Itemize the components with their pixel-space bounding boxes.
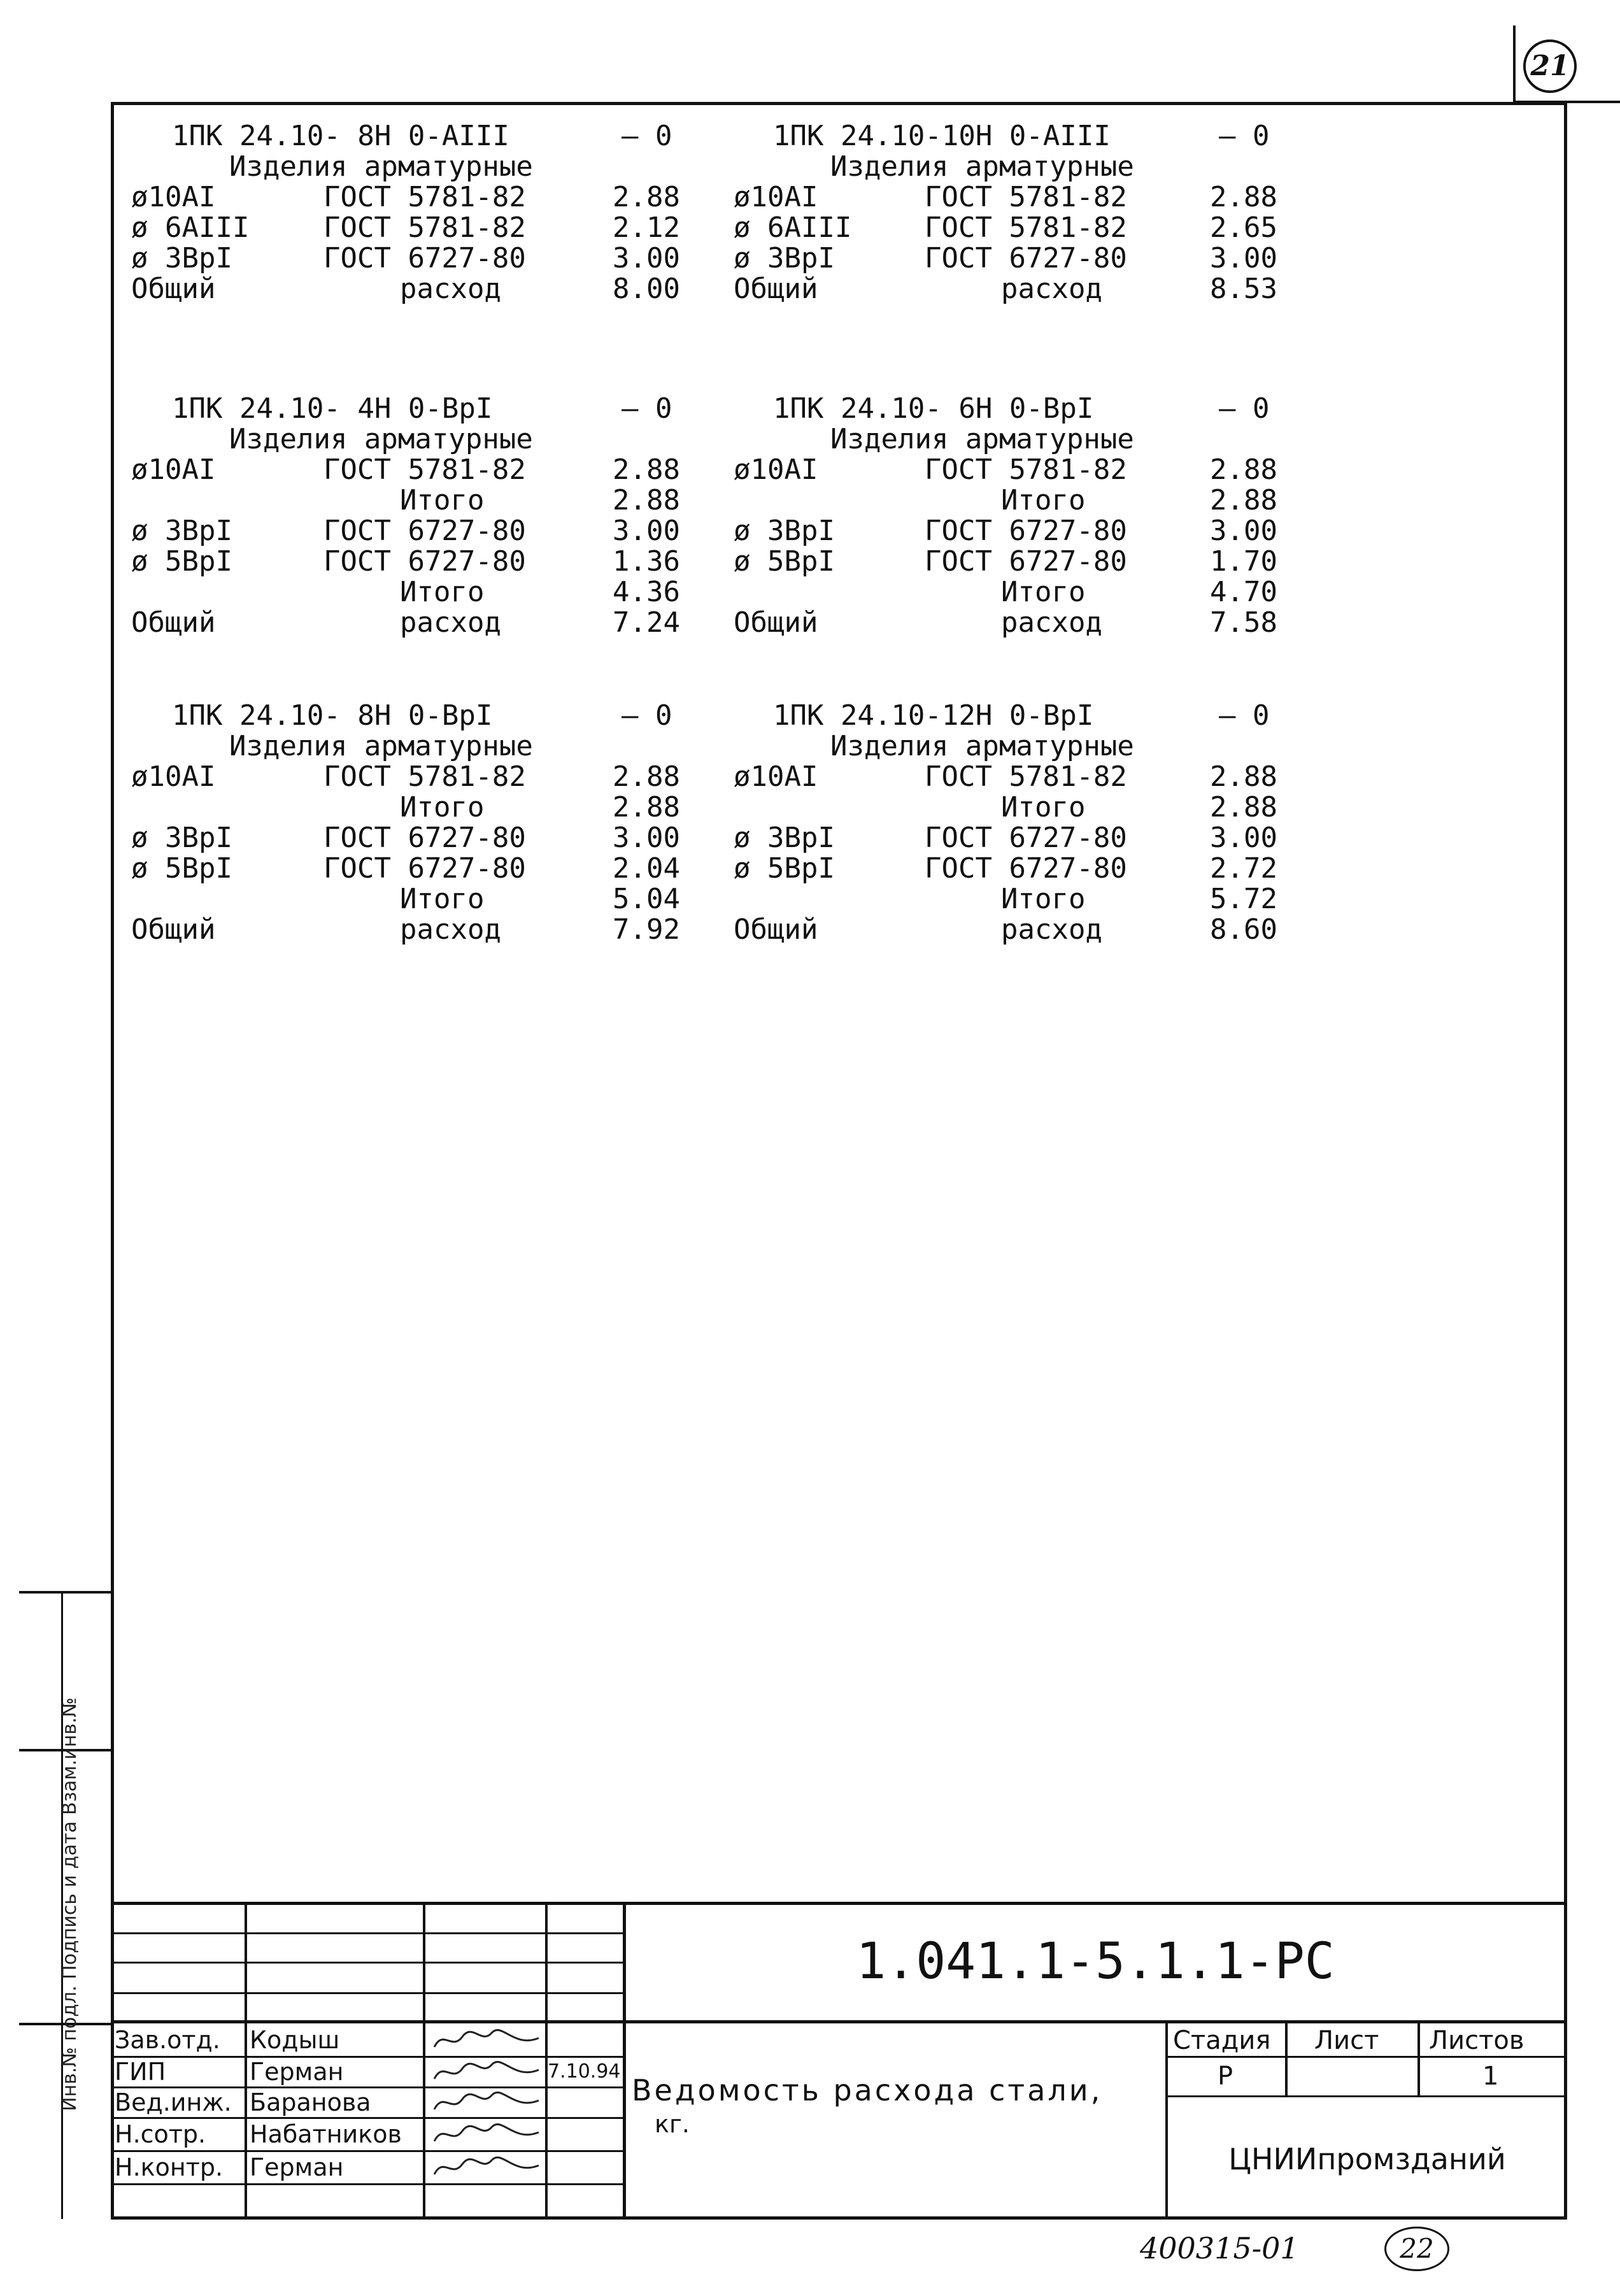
row-summary-label: Итого (400, 484, 485, 517)
row-diameter: ø10АI (734, 760, 818, 793)
row-gost: ГОСТ 5781-82 (925, 453, 1127, 486)
row-value: 2.88 (613, 760, 680, 793)
row-summary-label: Итого (400, 791, 485, 824)
organization: ЦНИИпромзданий (1228, 2142, 1506, 2176)
product-dash: – 0 (622, 699, 672, 732)
sheets-header: Листов (1429, 2026, 1524, 2055)
row-value: 2.88 (1210, 791, 1277, 824)
row-gost: ГОСТ 5781-82 (323, 760, 526, 793)
signature-scribble (430, 2153, 545, 2182)
doc-title-line2: кг. (655, 2110, 690, 2138)
row-diameter: ø10АI (131, 453, 216, 486)
product-title: 1ПК 24.10- 8Н 0-АIII (172, 120, 509, 152)
role-title: Н.контр. (115, 2153, 224, 2181)
role-name: Герман (250, 2058, 344, 2086)
row-gost: ГОСТ 6727-80 (323, 515, 526, 547)
signature-scribble (430, 2057, 545, 2086)
row-diameter: ø 3ВрI (131, 242, 232, 275)
row-gost: ГОСТ 6727-80 (925, 822, 1127, 854)
product-dash: – 0 (622, 392, 672, 425)
row-value: 3.00 (1210, 242, 1277, 275)
row-diameter: ø 3ВрI (734, 822, 835, 854)
footer-archive-number: 400315-01 (1140, 2231, 1299, 2265)
row-diameter: ø 3ВрI (734, 515, 835, 547)
product-title: 1ПК 24.10- 6Н 0-ВрI (773, 392, 1094, 425)
role-title: Зав.отд. (115, 2026, 220, 2054)
row-value: 3.00 (1210, 822, 1277, 854)
signature-scribble (430, 2088, 545, 2117)
product-title: 1ПК 24.10- 4Н 0-ВрI (172, 392, 493, 425)
row-gost: ГОСТ 6727-80 (323, 822, 526, 854)
row-diameter: ø10АI (131, 760, 216, 793)
product-dash: – 0 (1219, 392, 1270, 425)
row-value: 2.88 (1210, 760, 1277, 793)
row-gost: ГОСТ 5781-82 (323, 211, 526, 244)
row-value: 5.72 (1210, 883, 1277, 915)
row-diameter: ø 3ВрI (131, 822, 232, 854)
row-summary-label: расход (400, 606, 501, 639)
row-summary-label: Итого (1001, 883, 1086, 915)
footer-circled-number: 22 (1384, 2227, 1449, 2271)
product-dash: – 0 (622, 120, 672, 152)
row-diameter: ø 5ВрI (734, 545, 835, 578)
doc-title-line1: Ведомость расхода стали, (632, 2073, 1103, 2107)
row-diameter: Общий (734, 273, 818, 305)
product-title: 1ПК 24.10-12Н 0-ВрI (773, 699, 1094, 732)
row-value: 2.88 (613, 791, 680, 824)
row-value: 3.00 (613, 242, 680, 275)
stage-value: Р (1218, 2062, 1233, 2091)
row-value: 2.04 (613, 852, 680, 885)
sheets-value: 1 (1482, 2062, 1499, 2091)
product-dash: – 0 (1219, 120, 1270, 152)
row-value: 4.36 (613, 576, 680, 608)
row-summary-label: Итого (1001, 484, 1086, 517)
row-value: 2.88 (613, 453, 680, 486)
row-gost: ГОСТ 6727-80 (925, 515, 1127, 547)
row-value: 2.88 (1210, 181, 1277, 213)
row-value: 2.72 (1210, 852, 1277, 885)
row-value: 2.65 (1210, 211, 1277, 244)
sheet-corner-number: 21 (1523, 39, 1577, 93)
row-value: 8.60 (1210, 913, 1277, 946)
row-diameter: ø 5ВрI (131, 545, 232, 578)
subtitle: Изделия арматурные (229, 423, 533, 455)
role-title: Н.сотр. (115, 2120, 206, 2148)
row-diameter: Общий (734, 913, 818, 946)
row-gost: ГОСТ 6727-80 (925, 852, 1127, 885)
row-diameter: ø 3ВрI (131, 515, 232, 547)
subtitle: Изделия арматурные (229, 730, 533, 762)
row-value: 8.53 (1210, 273, 1277, 305)
signature-scribble (430, 2025, 545, 2055)
row-diameter: ø10АI (734, 453, 818, 486)
row-summary-label: расход (1001, 273, 1102, 305)
row-value: 2.12 (613, 211, 680, 244)
row-diameter: ø 6АIII (131, 211, 250, 244)
row-value: 8.00 (613, 273, 680, 305)
frame-top (111, 102, 1567, 105)
row-gost: ГОСТ 5781-82 (323, 453, 526, 486)
stage-header: Стадия (1173, 2026, 1271, 2055)
row-value: 3.00 (613, 822, 680, 854)
row-summary-label: Итого (1001, 576, 1086, 608)
row-value: 1.70 (1210, 545, 1277, 578)
row-diameter: ø 3ВрI (734, 242, 835, 275)
role-name: Кодыш (250, 2026, 340, 2054)
row-summary-label: расход (1001, 913, 1102, 946)
product-title: 1ПК 24.10- 8Н 0-ВрI (172, 699, 493, 732)
role-date: 7.10.94 (548, 2060, 621, 2083)
row-gost: ГОСТ 5781-82 (925, 181, 1127, 213)
subtitle: Изделия арматурные (229, 150, 533, 183)
role-title: ГИП (115, 2058, 166, 2086)
row-value: 7.58 (1210, 606, 1277, 639)
product-title: 1ПК 24.10-10Н 0-АIII (773, 120, 1111, 152)
row-gost: ГОСТ 6727-80 (925, 242, 1127, 275)
row-diameter: ø 5ВрI (131, 852, 232, 885)
subtitle: Изделия арматурные (830, 730, 1134, 762)
row-gost: ГОСТ 6727-80 (323, 545, 526, 578)
row-value: 7.24 (613, 606, 680, 639)
row-value: 7.92 (613, 913, 680, 946)
side-label: Инв.№ подл. Подпись и дата Взам.инв.№ (59, 1697, 81, 2111)
row-value: 3.00 (1210, 515, 1277, 547)
row-gost: ГОСТ 5781-82 (925, 760, 1127, 793)
row-value: 2.88 (613, 484, 680, 517)
row-diameter: Общий (131, 606, 216, 639)
corner-tab-left (1513, 25, 1516, 103)
row-diameter: Общий (734, 606, 818, 639)
signature-scribble (430, 2120, 545, 2149)
role-name: Герман (250, 2153, 344, 2181)
row-value: 1.36 (613, 545, 680, 578)
row-value: 4.70 (1210, 576, 1277, 608)
row-gost: ГОСТ 6727-80 (323, 242, 526, 275)
subtitle: Изделия арматурные (830, 423, 1134, 455)
row-summary-label: расход (400, 913, 501, 946)
subtitle: Изделия арматурные (830, 150, 1134, 183)
row-value: 5.04 (613, 883, 680, 915)
row-diameter: Общий (131, 913, 216, 946)
row-diameter: ø 6АIII (734, 211, 852, 244)
row-summary-label: расход (400, 273, 501, 305)
row-gost: ГОСТ 5781-82 (925, 211, 1127, 244)
row-summary-label: Итого (400, 576, 485, 608)
row-summary-label: Итого (400, 883, 485, 915)
doc-code: 1.041.1-5.1.1-РС (856, 1933, 1335, 1990)
row-diameter: ø10АI (131, 181, 216, 213)
row-summary-label: расход (1001, 606, 1102, 639)
row-diameter: ø10АI (734, 181, 818, 213)
row-value: 2.88 (613, 181, 680, 213)
row-gost: ГОСТ 5781-82 (323, 181, 526, 213)
product-dash: – 0 (1219, 699, 1270, 732)
sheet-header: Лист (1314, 2026, 1379, 2055)
row-value: 2.88 (1210, 484, 1277, 517)
row-value: 3.00 (613, 515, 680, 547)
frame-bottom (111, 2216, 1567, 2220)
role-name: Баранова (250, 2088, 371, 2116)
row-summary-label: Итого (1001, 791, 1086, 824)
row-gost: ГОСТ 6727-80 (925, 545, 1127, 578)
role-title: Вед.инж. (115, 2088, 232, 2116)
role-name: Набатников (250, 2120, 402, 2148)
row-diameter: Общий (131, 273, 216, 305)
row-value: 2.88 (1210, 453, 1277, 486)
row-diameter: ø 5ВрI (734, 852, 835, 885)
row-gost: ГОСТ 6727-80 (323, 852, 526, 885)
